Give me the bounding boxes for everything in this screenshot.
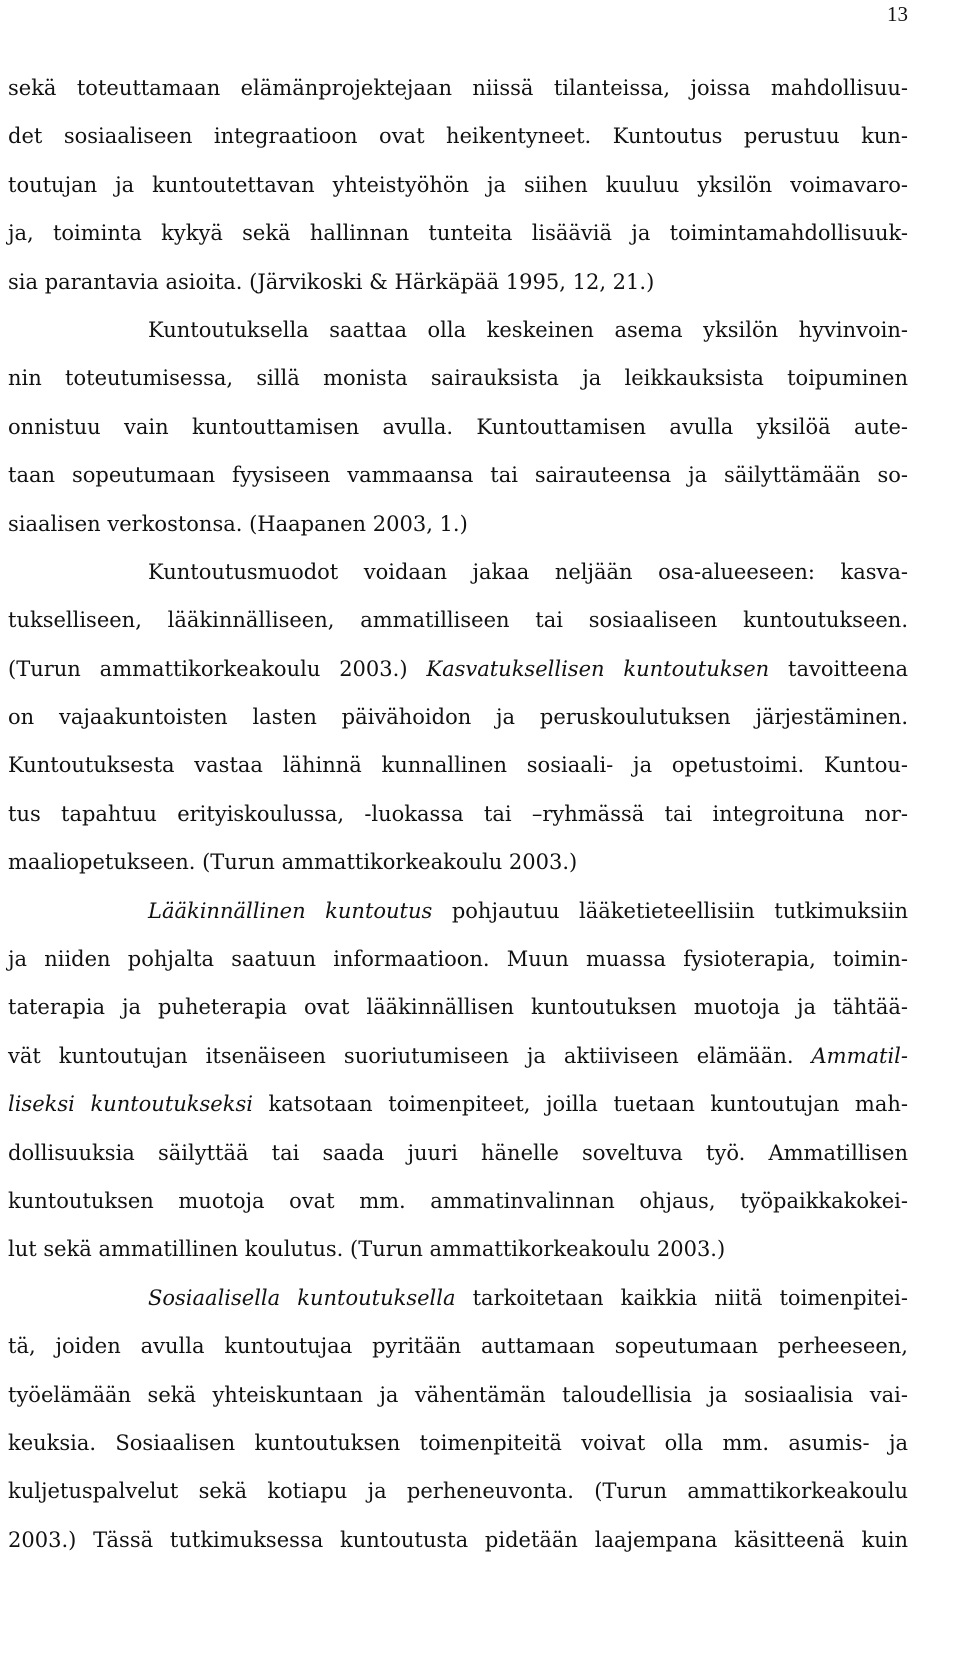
text-line: tä, joiden avulla kuntoutujaa pyritään auttamaan sopeutumaan perheeseen,	[8, 1334, 908, 1359]
text-line: Kuntoutuksesta vastaa lähinnä kunnallinen sosiaali- ja opetustoimi. Kuntou-	[8, 753, 908, 778]
text-line: kuljetuspalvelut sekä kotiapu ja perheneuvonta. (Turun ammattikorkeakoulu	[8, 1479, 908, 1504]
page-number: 13	[887, 2, 908, 26]
text-line: keuksia. Sosiaalisen kuntoutuksen toimenpiteitä voivat olla mm. asumis- ja	[8, 1430, 908, 1455]
text-line: tukselliseen, lääkinnälliseen, ammatilliseen tai sosiaaliseen kuntoutukseen.	[8, 608, 908, 633]
text-segment: (Turun ammattikorkeakoulu 2003.)	[8, 656, 427, 681]
text-line: lut sekä ammatillinen koulutus. (Turun ammattikorkeakoulu 2003.)	[8, 1237, 726, 1262]
text-line: sekä toteuttamaan elämänprojektejaan niissä tilanteissa, joissa mahdollisuu-	[8, 76, 908, 100]
text-line: 2003.) Tässä tutkimuksessa kuntoutusta pidetään laajempana käsitteenä kuin	[8, 1527, 908, 1552]
body-text	[8, 64, 908, 1564]
text-line: dollisuuksia säilyttää tai saada juuri hänelle soveltuva työ. Ammatillisen	[8, 1140, 908, 1165]
paragraph-first-line	[8, 1274, 908, 1322]
text-line: nin toteutumisessa, sillä monista sairauksista ja leikkauksista toipuminen	[8, 366, 908, 391]
text-line: toutujan ja kuntoutettavan yhteistyöhön ja siihen kuuluu yksilön voimavaro-	[8, 172, 908, 197]
text-line: maaliopetukseen. (Turun ammattikorkeakoulu 2003.)	[8, 850, 578, 875]
italic-term: Kasvatuksellisen kuntoutuksen	[426, 656, 770, 681]
text-line: onnistuu vain kuntouttamisen avulla. Kuntouttamisen avulla yksilöä aute-	[8, 414, 908, 439]
text-line: työelämään sekä yhteiskuntaan ja vähentämän taloudellisia ja sosiaalisia vai-	[8, 1382, 908, 1407]
text-line: det sosiaaliseen integraatioon ovat heikentyneet. Kuntoutus perustuu kun-	[8, 124, 908, 149]
italic-term: Sosiaalisella kuntoutuksella	[148, 1285, 456, 1310]
paragraph-first-line	[8, 887, 908, 935]
text-segment: tavoitteena	[769, 656, 909, 681]
text-line: taterapia ja puheterapia ovat lääkinnällisen kuntoutuksen muotoja ja tähtää-	[8, 995, 908, 1020]
text-line: ja, toiminta kykyä sekä hallinnan tunteita lisääviä ja toimintamahdollisuuk-	[8, 221, 908, 246]
text-line	[8, 1080, 908, 1128]
text-segment: vät kuntoutujan itsenäiseen suoriutumiseen ja aktiiviseen elämään.	[8, 1043, 812, 1068]
text-line: siaalisen verkostonsa. (Haapanen 2003, 1.)	[8, 511, 468, 536]
paragraph-first-line: Kuntoutuksella saattaa olla keskeinen asema yksilön hyvinvoin-	[148, 317, 908, 342]
text-segment: tarkoitetaan kaikkia niitä toimenpitei-	[455, 1285, 908, 1310]
paragraph-first-line: Kuntoutusmuodot voidaan jakaa neljään osa-alueeseen: kasva-	[148, 559, 908, 584]
text-line: kuntoutuksen muotoja ovat mm. ammatinvalinnan ohjaus, työpaikkakokei-	[8, 1188, 908, 1213]
text-line: on vajaakuntoisten lasten päivähoidon ja peruskoulutuksen järjestäminen.	[8, 705, 908, 730]
italic-term: liseksi kuntoutukseksi	[8, 1092, 253, 1117]
text-line: taan sopeutumaan fyysiseen vammaansa tai sairauteensa ja säilyttämään so-	[8, 463, 908, 488]
text-line: ja niiden pohjalta saatuun informaatioon. Muun muassa fysioterapia, toimin-	[8, 947, 908, 972]
text-line	[8, 1032, 908, 1080]
text-line	[8, 645, 908, 693]
text-line: sia parantavia asioita. (Järvikoski & Härkäpää 1995, 12, 21.)	[8, 269, 655, 294]
italic-term: Lääkinnällinen kuntoutus	[148, 898, 433, 923]
text-segment: pohjautuu lääketieteellisiin tutkimuksiin	[432, 898, 909, 923]
text-segment: katsotaan toimenpiteet, joilla tuetaan kuntoutujan mah-	[252, 1092, 908, 1117]
italic-term: Ammatil-	[811, 1043, 908, 1068]
text-line: tus tapahtuu erityiskoulussa, -luokassa tai –ryhmässä tai integroituna nor-	[8, 801, 908, 826]
